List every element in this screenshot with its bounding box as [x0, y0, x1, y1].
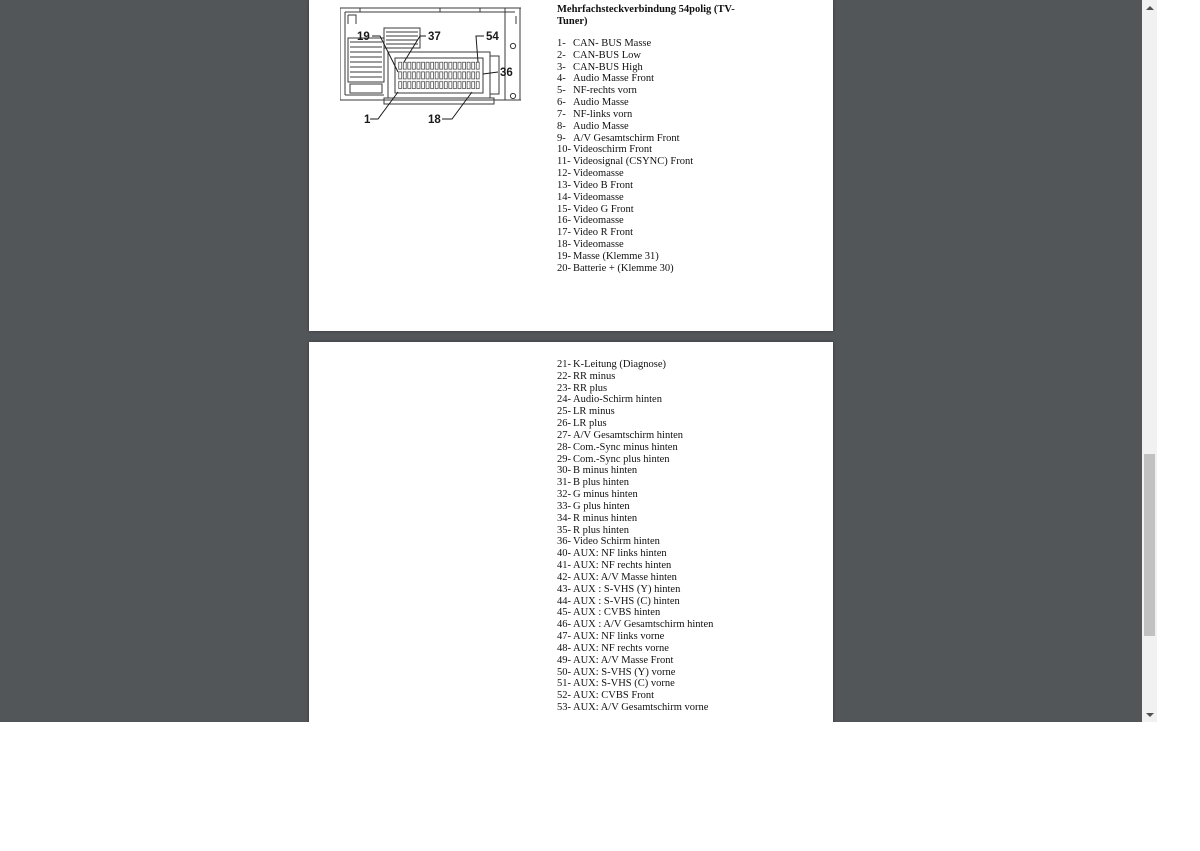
pin-description: RR minus	[573, 370, 616, 382]
scrollbar-thumb[interactable]	[1144, 454, 1155, 636]
pin-description: AUX: A/V Gesamtschirm vorne	[573, 702, 709, 714]
pdf-page-1	[309, 0, 833, 331]
pin-number: 52-	[557, 690, 571, 702]
diagram-label-36: 36	[500, 67, 513, 79]
pin-row	[557, 702, 713, 714]
pin-row	[557, 454, 713, 466]
pin-number: 33-	[557, 500, 571, 512]
pin-description: AUX : S-VHS (Y) hinten	[573, 583, 681, 595]
pin-row	[557, 227, 693, 239]
pin-description: Videoschirm Front	[573, 144, 652, 156]
pin-row	[557, 560, 713, 572]
diagram-label-19: 19	[357, 31, 370, 43]
pin-description: G plus hinten	[573, 500, 630, 512]
pin-row	[557, 489, 713, 501]
pdf-page-2	[309, 342, 833, 722]
title-line-2: Tuner)	[557, 15, 588, 27]
pin-row	[557, 263, 693, 275]
pin-description: AUX: S-VHS (Y) vorne	[573, 666, 676, 678]
connector-diagram	[340, 0, 535, 128]
pin-description: Videosignal (CSYNC) Front	[573, 156, 694, 168]
pin-number: 23-	[557, 382, 571, 394]
pin-row	[557, 619, 713, 631]
pin-number: 19-	[557, 250, 571, 262]
pin-number: 50-	[557, 666, 571, 678]
pin-row	[557, 607, 713, 619]
pin-number: 1-	[557, 38, 566, 49]
pin-number: 31-	[557, 477, 571, 489]
pin-number: 46-	[557, 619, 571, 631]
pin-row	[557, 513, 713, 525]
pin-number: 17-	[557, 227, 571, 239]
pin-row	[557, 536, 713, 548]
pin-description: CAN- BUS Masse	[573, 38, 652, 49]
pin-row	[557, 121, 693, 133]
pin-number: 16-	[557, 215, 571, 227]
scroll-down-arrow-icon	[1146, 713, 1154, 717]
pin-number: 13-	[557, 179, 571, 191]
pin-description: AUX: S-VHS (C) vorne	[573, 678, 675, 690]
pin-number: 9-	[557, 132, 566, 144]
connector-pin-grid	[398, 61, 480, 90]
pin-description: LR minus	[573, 406, 615, 418]
pin-row	[557, 655, 713, 667]
pin-number: 27-	[557, 429, 571, 441]
pin-description: B minus hinten	[573, 465, 638, 477]
pin-number: 30-	[557, 465, 571, 477]
pin-row	[557, 204, 693, 216]
pin-description: Masse (Klemme 31)	[573, 250, 659, 262]
pin-number: 25-	[557, 406, 571, 418]
pin-row	[557, 394, 713, 406]
pin-number: 10-	[557, 144, 571, 156]
pin-row	[557, 168, 693, 180]
pin-list-page-1	[557, 38, 693, 275]
pin-description: Videomasse	[573, 215, 624, 227]
pin-description: Audio Masse	[573, 97, 629, 109]
pin-row	[557, 465, 713, 477]
leader-line-18	[442, 92, 472, 119]
pin-row	[557, 85, 693, 97]
pin-row	[557, 596, 713, 608]
pin-description: Audio Masse Front	[573, 73, 655, 85]
pin-row	[557, 406, 713, 418]
pin-row	[557, 477, 713, 489]
pin-row	[557, 548, 713, 560]
pin-row	[557, 442, 713, 454]
pin-number: 42-	[557, 571, 571, 583]
pin-number: 5-	[557, 85, 566, 97]
pin-description: B plus hinten	[573, 477, 630, 489]
pin-number: 35-	[557, 524, 571, 536]
pin-number: 18-	[557, 239, 571, 251]
pin-description: AUX: NF links vorne	[573, 631, 665, 643]
pin-description: NF-links vorn	[573, 108, 633, 120]
pin-row	[557, 239, 693, 251]
pin-number: 11-	[557, 156, 571, 168]
pin-number: 6-	[557, 97, 566, 109]
pin-row	[557, 572, 713, 584]
pin-description: Com.-Sync minus hinten	[573, 441, 678, 453]
pin-description: AUX: CVBS Front	[573, 690, 655, 702]
pin-number: 21-	[557, 359, 571, 370]
pin-number: 20-	[557, 262, 571, 274]
pin-number: 3-	[557, 61, 566, 73]
pin-description: A/V Gesamtschirm hinten	[573, 429, 684, 441]
pin-row	[557, 678, 713, 690]
pin-description: LR plus	[573, 418, 607, 430]
pin-row	[557, 584, 713, 596]
diagram-label-37: 37	[428, 31, 441, 43]
pin-description: Videomasse	[573, 239, 624, 251]
pin-description: R plus hinten	[573, 524, 630, 536]
pin-row	[557, 501, 713, 513]
pin-description: Com.-Sync plus hinten	[573, 453, 670, 465]
pin-description: Video Schirm hinten	[573, 536, 660, 548]
pin-description: CAN-BUS Low	[573, 49, 641, 61]
vertical-scrollbar[interactable]	[1142, 0, 1157, 722]
pin-row	[557, 251, 693, 263]
pin-row	[557, 430, 713, 442]
pin-description: Video R Front	[573, 227, 634, 239]
pin-row	[557, 62, 693, 74]
pin-number: 44-	[557, 595, 571, 607]
pin-row	[557, 215, 693, 227]
pin-description: RR plus	[573, 382, 608, 394]
pin-description: A/V Gesamtschirm Front	[573, 132, 680, 144]
pin-description: AUX : A/V Gesamtschirm hinten	[573, 619, 714, 631]
pin-row	[557, 643, 713, 655]
pin-row	[557, 667, 713, 679]
pin-description: Videomasse	[573, 168, 624, 180]
pin-description: AUX : S-VHS (C) hinten	[573, 595, 680, 607]
pin-row	[557, 73, 693, 85]
pin-number: 28-	[557, 441, 571, 453]
pin-description: Audio Masse	[573, 120, 629, 132]
pin-list-page-2	[557, 359, 713, 714]
pin-number: 8-	[557, 120, 566, 132]
pin-description: G minus hinten	[573, 489, 638, 501]
pin-description: AUX: NF links hinten	[573, 548, 667, 560]
pin-row	[557, 371, 713, 383]
pin-row	[557, 97, 693, 109]
pin-number: 47-	[557, 631, 571, 643]
pin-description: Videomasse	[573, 191, 624, 203]
pin-row	[557, 38, 693, 50]
scroll-down-button[interactable]	[1142, 707, 1157, 722]
pin-number: 36-	[557, 536, 571, 548]
pin-row	[557, 109, 693, 121]
scroll-up-arrow-icon	[1146, 6, 1154, 10]
title-line-1: Mehrfachsteckverbindung 54polig (TV-	[557, 4, 735, 15]
pin-number: 32-	[557, 489, 571, 501]
pin-number: 48-	[557, 642, 571, 654]
pin-row	[557, 133, 693, 145]
pin-number: 14-	[557, 191, 571, 203]
pin-number: 40-	[557, 548, 571, 560]
pin-number: 24-	[557, 394, 571, 406]
pin-description: NF-rechts vorn	[573, 85, 637, 97]
pin-number: 45-	[557, 607, 571, 619]
pin-number: 4-	[557, 73, 566, 85]
scroll-up-button[interactable]	[1142, 0, 1157, 15]
pin-number: 12-	[557, 168, 571, 180]
pin-description: AUX: A/V Masse Front	[573, 654, 674, 666]
pin-description: CAN-BUS High	[573, 61, 643, 73]
leader-line-1	[370, 92, 398, 119]
pin-number: 34-	[557, 512, 571, 524]
pin-number: 43-	[557, 583, 571, 595]
pin-number: 41-	[557, 560, 571, 572]
pin-description: Batterie + (Klemme 30)	[573, 262, 674, 274]
pin-number: 2-	[557, 49, 566, 61]
pin-description: K-Leitung (Diagnose)	[573, 359, 667, 370]
pin-row	[557, 418, 713, 430]
pin-row	[557, 631, 713, 643]
pin-row	[557, 383, 713, 395]
diagram-label-18: 18	[428, 114, 441, 126]
pin-number: 51-	[557, 678, 571, 690]
pin-row	[557, 690, 713, 702]
pin-description: AUX: A/V Masse hinten	[573, 571, 677, 583]
pin-description: Video B Front	[573, 179, 634, 191]
pin-row	[557, 144, 693, 156]
pin-number: 49-	[557, 654, 571, 666]
diagram-label-54: 54	[486, 31, 499, 43]
pin-row	[557, 525, 713, 537]
pin-description: Video G Front	[573, 203, 634, 215]
pin-description: AUX: NF rechts vorne	[573, 642, 669, 654]
pin-row	[557, 50, 693, 62]
diagram-label-1: 1	[364, 114, 371, 126]
pin-description: Audio-Schirm hinten	[573, 394, 662, 406]
pin-number: 7-	[557, 108, 566, 120]
pin-description: AUX : CVBS hinten	[573, 607, 661, 619]
pin-row	[557, 192, 693, 204]
pin-number: 22-	[557, 370, 571, 382]
pin-number: 53-	[557, 702, 571, 714]
pin-row	[557, 180, 693, 192]
pin-row	[557, 156, 693, 168]
document-title	[557, 4, 735, 28]
pin-number: 29-	[557, 453, 571, 465]
pin-description: R minus hinten	[573, 512, 638, 524]
pin-description: AUX: NF rechts hinten	[573, 560, 672, 572]
pin-row	[557, 359, 713, 371]
pin-number: 26-	[557, 418, 571, 430]
pin-number: 15-	[557, 203, 571, 215]
